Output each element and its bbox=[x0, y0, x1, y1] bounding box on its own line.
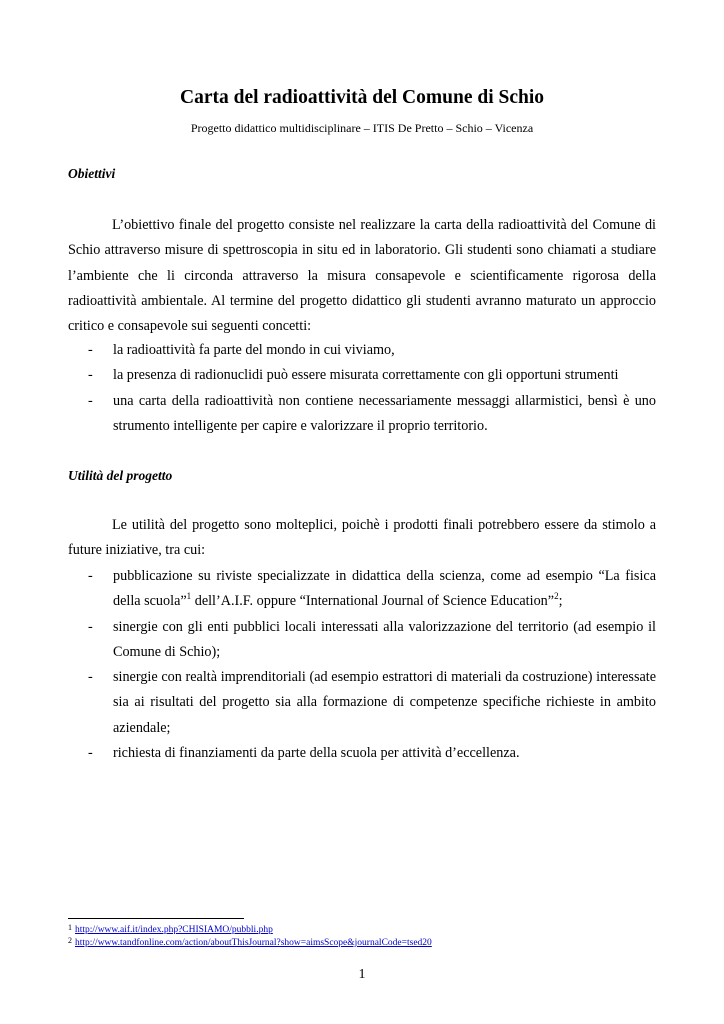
section-heading-obiettivi: Obiettivi bbox=[68, 166, 116, 181]
footnote-link[interactable]: http://www.tandfonline.com/action/aboutThisJournal?show=aimsScope&journalCode=tsed20 bbox=[75, 938, 432, 948]
list-item bbox=[68, 615, 656, 666]
page-number: 1 bbox=[358, 967, 366, 982]
footnote-link[interactable]: http://www.aif.it/index.php?CHISIAMO/pubbli.php bbox=[75, 925, 273, 935]
obiettivi-paragraph-text: L’obiettivo finale del progetto consiste nel realizzare la carta della radioattività del Comune di Schio attraverso misure di spettroscopia in situ ed in laboratorio. Gli studenti sono chiamati a studiare l’ambiente che li circonda attraverso la misura consapevole e scientificamente rigorosa della radioattività ambientale. Al termine del progetto didattico gli studenti avranno maturato un approccio critico e consapevole sui seguenti concetti: bbox=[68, 217, 656, 335]
list-dash: - bbox=[88, 745, 93, 762]
list-dash: - bbox=[88, 618, 93, 635]
utilita-paragraph-text: Le utilità del progetto sono molteplici, poichè i prodotti finali potrebbero essere da stimolo a future iniziative, tra cui: bbox=[68, 517, 656, 559]
footnote-separator bbox=[68, 918, 244, 919]
list-item-text: richiesta di finanziamenti da parte della scuola per attività d’eccellenza. bbox=[113, 745, 520, 762]
list-item-text: una carta della radioattività non contiene necessariamente messaggi allarmistici, bensì è uno strumento intelligente per capire e valorizzare il proprio territorio. bbox=[113, 392, 656, 434]
list-item bbox=[68, 338, 656, 363]
list-item-text: la presenza di radionuclidi può essere misurata correttamente con gli opportuni strumenti bbox=[113, 367, 619, 384]
footnote-1 bbox=[68, 924, 668, 937]
list-dash: - bbox=[88, 342, 93, 358]
list-item bbox=[68, 363, 656, 388]
obiettivi-list bbox=[68, 338, 656, 439]
list-dash: - bbox=[88, 367, 93, 384]
section-heading-utilita: Utilità del progetto bbox=[68, 468, 173, 483]
list-item bbox=[68, 665, 656, 741]
document-title: Carta del radioattività del Comune di Schio bbox=[180, 87, 544, 108]
footnote-number: 2 bbox=[68, 936, 72, 945]
obiettivi-paragraph bbox=[68, 213, 656, 339]
list-item bbox=[68, 741, 656, 766]
list-dash: - bbox=[88, 568, 93, 584]
list-item-text: ; bbox=[558, 593, 563, 610]
list-item bbox=[68, 389, 656, 440]
footnote-ref-2[interactable]: 2 bbox=[554, 591, 559, 602]
document-subtitle: Progetto didattico multidisciplinare – ITIS De Pretto – Schio – Vicenza bbox=[190, 121, 534, 135]
utilita-paragraph bbox=[68, 513, 656, 564]
footnote-number: 1 bbox=[68, 923, 72, 932]
list-item bbox=[68, 564, 656, 615]
list-dash: - bbox=[88, 392, 93, 409]
footnote-ref-1[interactable]: 1 bbox=[186, 591, 192, 602]
list-item-text: la radioattività fa parte del mondo in cui viviamo, bbox=[113, 342, 395, 358]
list-item-text: sinergie con gli enti pubblici locali interessati alla valorizzazione del territorio (ad esempio il Comune di Schio); bbox=[113, 618, 656, 660]
footnote-2 bbox=[68, 937, 668, 950]
list-dash: - bbox=[88, 669, 93, 686]
list-item-text: pubblicazione su riviste specializzate in didattica della scienza, come ad esempio “La fisica della scuola” bbox=[113, 568, 656, 610]
footnotes bbox=[68, 924, 668, 950]
list-item-text: dell’A.I.F. oppure “International Journal of Science Education” bbox=[191, 593, 555, 610]
list-item-text: sinergie con realtà imprenditoriali (ad esempio estrattori di materiali da costruzione) interessate sia ai risultati del progetto sia alla formazione di competenze specifiche richieste in ambito aziendale; bbox=[113, 669, 656, 736]
utilita-list bbox=[68, 564, 656, 766]
